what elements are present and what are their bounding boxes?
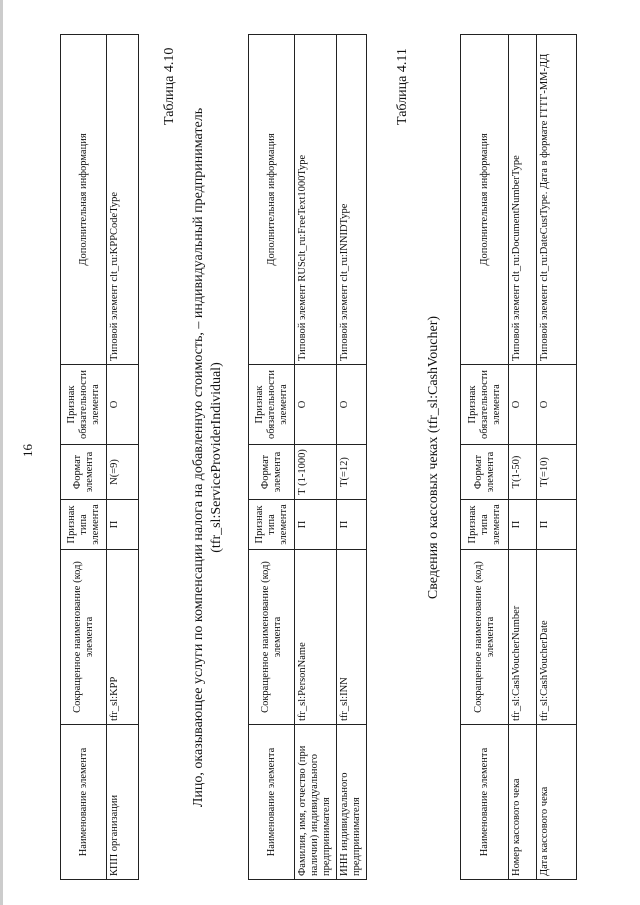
- cell-type: П: [295, 500, 337, 550]
- cell-name: Фамилия, имя, отчество (при наличии) индивидуального предпринимателя: [295, 725, 337, 880]
- cell-format: Т(1-50): [509, 445, 537, 500]
- cell-required: О: [337, 365, 367, 445]
- cell-type: П: [509, 500, 537, 550]
- cell-name: ИНН индивидуального предпринимателя: [337, 725, 367, 880]
- col-header-type: Признак типа элемента: [249, 500, 295, 550]
- section-heading-4-11: Сведения о кассовых чеках (tfr_sl:CashVoucher): [426, 315, 441, 600]
- col-header-name: Наименование элемента: [249, 725, 295, 880]
- cell-name: КПП организации: [107, 725, 139, 880]
- table-4-10: [248, 34, 367, 880]
- cell-code: tfr_sl:INN: [337, 550, 367, 725]
- table-row: [537, 35, 577, 880]
- table-row: [295, 35, 337, 880]
- cell-required: О: [107, 365, 139, 445]
- cell-name: Номер кассового чека: [509, 725, 537, 880]
- cell-code: tfr_sl:KPP: [107, 550, 139, 725]
- cell-extra: Типовой элемент clt_ru:INNIDType: [337, 35, 367, 365]
- col-header-required: Признак обязательности элемента: [461, 365, 509, 445]
- cell-extra: Типовой элемент clt_ru:KPPCodeType: [107, 35, 139, 365]
- cell-required: О: [537, 365, 577, 445]
- table-caption-4-10: Таблица 4.10: [162, 47, 177, 125]
- page-number: 16: [20, 444, 35, 457]
- cell-name: Дата кассового чека: [537, 725, 577, 880]
- table-row: [509, 35, 537, 880]
- col-header-type: Признак типа элемента: [61, 500, 107, 550]
- col-header-extra: Дополнительная информация: [249, 35, 295, 365]
- table-header-row: [461, 35, 509, 880]
- col-header-extra: Дополнительная информация: [461, 35, 509, 365]
- cell-format: Т (1-1000): [295, 445, 337, 500]
- table-caption-4-11: Таблица 4.11: [395, 48, 410, 125]
- table-row: [337, 35, 367, 880]
- table-kpp: [60, 34, 139, 880]
- col-header-name: Наименование элемента: [61, 725, 107, 880]
- col-header-extra: Дополнительная информация: [61, 35, 107, 365]
- col-header-format: Формат элемента: [249, 445, 295, 500]
- cell-extra: Типовой элемент clt_ru:DocumentNumberType: [509, 35, 537, 365]
- section-heading-4-10: [190, 35, 226, 880]
- cell-code: tfr_sl:CashVoucherNumber: [509, 550, 537, 725]
- col-header-code: Сокращенное наименование (код) элемента: [461, 550, 509, 725]
- col-header-type: Признак типа элемента: [461, 500, 509, 550]
- table-4-11: [460, 34, 577, 880]
- cell-extra: Типовой элемент clt_ru:DateCustType. Дата в формате ГГГГ-ММ-ДД: [537, 35, 577, 365]
- col-header-code: Сокращенное наименование (код) элемента: [61, 550, 107, 725]
- cell-type: П: [537, 500, 577, 550]
- cell-required: О: [295, 365, 337, 445]
- cell-type: П: [337, 500, 367, 550]
- cell-code: tfr_sl:CashVoucherDate: [537, 550, 577, 725]
- cell-format: Т(=10): [537, 445, 577, 500]
- cell-type: П: [107, 500, 139, 550]
- cell-format: Т(=12): [337, 445, 367, 500]
- cell-extra: Типовой элемент RUSclt_ru:FreeText1000Type: [295, 35, 337, 365]
- table-header-row: [61, 35, 107, 880]
- col-header-code: Сокращенное наименование (код) элемента: [249, 550, 295, 725]
- col-header-required: Признак обязательности элемента: [249, 365, 295, 445]
- col-header-required: Признак обязательности элемента: [61, 365, 107, 445]
- heading-line-1: Лицо, оказывающее услуги по компенсации налога на добавленную стоимость, – индивидуальный предприниматель: [191, 107, 206, 808]
- heading-line-2: (tfr_sl:ServiceProviderIndividual): [209, 362, 224, 553]
- cell-code: tfr_sl:PersonName: [295, 550, 337, 725]
- table-header-row: [249, 35, 295, 880]
- col-header-name: Наименование элемента: [461, 725, 509, 880]
- cell-format: N(=9): [107, 445, 139, 500]
- cell-required: О: [509, 365, 537, 445]
- table-row: [107, 35, 139, 880]
- col-header-format: Формат элемента: [461, 445, 509, 500]
- col-header-format: Формат элемента: [61, 445, 107, 500]
